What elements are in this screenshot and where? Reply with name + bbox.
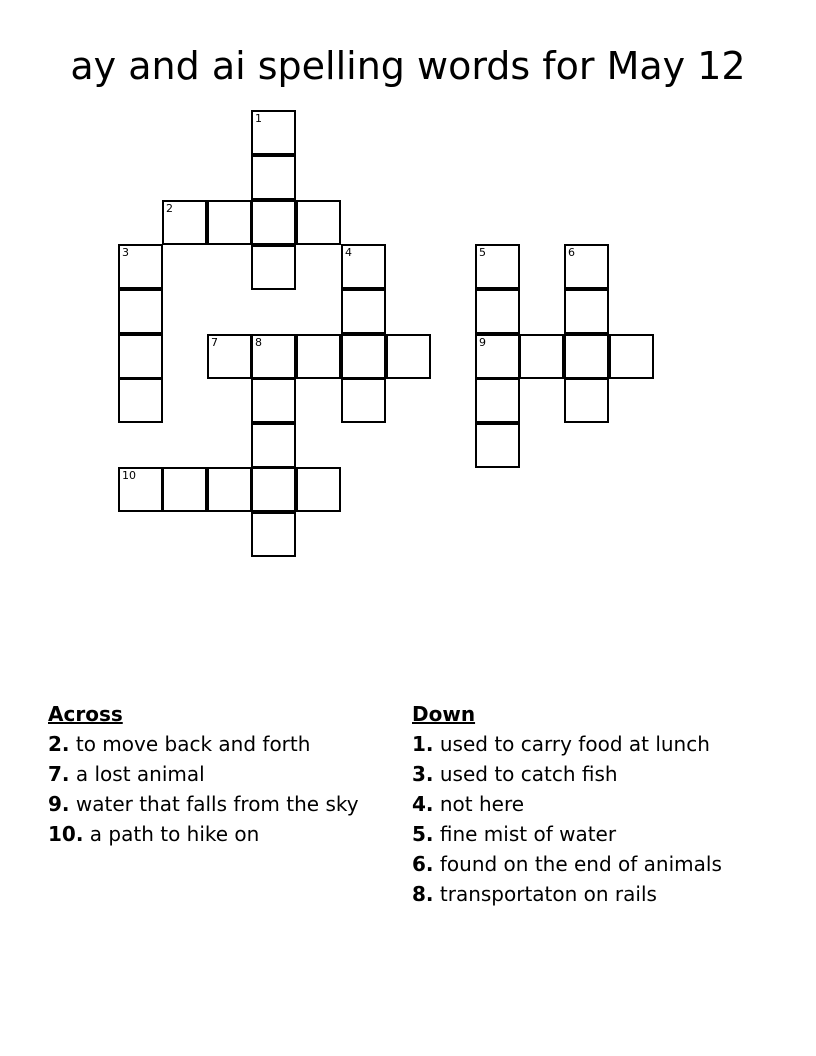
crossword-cell[interactable] bbox=[207, 467, 252, 512]
clue-item bbox=[412, 762, 757, 786]
crossword-cell[interactable] bbox=[519, 334, 564, 379]
crossword-cell[interactable] bbox=[118, 334, 163, 379]
clue-item-text: used to catch fish bbox=[439, 762, 618, 786]
crossword-cell[interactable] bbox=[251, 110, 296, 155]
crossword-cell[interactable] bbox=[609, 334, 654, 379]
clue-item-text: to move back and forth bbox=[75, 732, 311, 756]
crossword-cell[interactable] bbox=[162, 467, 207, 512]
crossword-cell[interactable] bbox=[296, 200, 341, 245]
crossword-cell[interactable] bbox=[118, 467, 163, 512]
crossword-cell[interactable] bbox=[341, 289, 386, 334]
crossword-cell[interactable] bbox=[386, 334, 431, 379]
crossword-cell[interactable] bbox=[341, 244, 386, 289]
clue-item-text: not here bbox=[439, 792, 525, 816]
clue-item bbox=[412, 882, 757, 906]
page-title: ay and ai spelling words for May 12 bbox=[70, 44, 746, 88]
crossword-cell[interactable] bbox=[251, 467, 296, 512]
clue-number: 5 bbox=[479, 246, 486, 259]
clue-item-number: 6. bbox=[412, 852, 434, 876]
clue-item-number: 2. bbox=[48, 732, 70, 756]
crossword-cell[interactable] bbox=[251, 423, 296, 468]
clue-number: 7 bbox=[211, 336, 218, 349]
clue-item bbox=[48, 792, 368, 816]
clue-item-number: 4. bbox=[412, 792, 434, 816]
crossword-cell[interactable] bbox=[251, 200, 296, 245]
clue-number: 9 bbox=[479, 336, 486, 349]
crossword-cell[interactable] bbox=[162, 200, 207, 245]
clue-number: 8 bbox=[255, 336, 262, 349]
clue-number: 3 bbox=[122, 246, 129, 259]
clue-number: 6 bbox=[568, 246, 575, 259]
across-heading: Across bbox=[48, 702, 123, 726]
crossword-cell[interactable] bbox=[564, 378, 609, 423]
clue-number: 2 bbox=[166, 202, 173, 215]
crossword-cell[interactable] bbox=[564, 334, 609, 379]
clue-item-number: 8. bbox=[412, 882, 434, 906]
crossword-cell[interactable] bbox=[251, 334, 296, 379]
down-clues bbox=[412, 702, 757, 912]
crossword-cell[interactable] bbox=[475, 423, 520, 468]
crossword-cell[interactable] bbox=[475, 244, 520, 289]
crossword-cell[interactable] bbox=[251, 245, 296, 290]
clue-item-number: 7. bbox=[48, 762, 70, 786]
clue-item-number: 9. bbox=[48, 792, 70, 816]
clue-item bbox=[412, 852, 757, 876]
clue-item-text: water that falls from the sky bbox=[75, 792, 359, 816]
clue-item-text: transportaton on rails bbox=[439, 882, 657, 906]
crossword-cell[interactable] bbox=[251, 155, 296, 200]
crossword-cell[interactable] bbox=[564, 244, 609, 289]
clue-item bbox=[412, 822, 757, 846]
clue-item bbox=[48, 822, 368, 846]
crossword-cell[interactable] bbox=[564, 289, 609, 334]
clue-item-text: a path to hike on bbox=[89, 822, 260, 846]
crossword-cell[interactable] bbox=[475, 378, 520, 423]
crossword-cell[interactable] bbox=[118, 378, 163, 423]
clue-item-text: a lost animal bbox=[75, 762, 205, 786]
clue-number: 4 bbox=[345, 246, 352, 259]
crossword-cell[interactable] bbox=[475, 289, 520, 334]
crossword-cell[interactable] bbox=[118, 289, 163, 334]
clue-item-number: 1. bbox=[412, 732, 434, 756]
crossword-cell[interactable] bbox=[475, 334, 520, 379]
clue-item-text: fine mist of water bbox=[439, 822, 617, 846]
clue-item-number: 10. bbox=[48, 822, 84, 846]
clue-number: 1 bbox=[255, 112, 262, 125]
crossword-cell[interactable] bbox=[296, 334, 341, 379]
crossword-cell[interactable] bbox=[341, 334, 386, 379]
clue-item bbox=[48, 732, 368, 756]
clue-item bbox=[412, 732, 757, 756]
clue-number: 10 bbox=[122, 469, 136, 482]
clue-item-number: 5. bbox=[412, 822, 434, 846]
down-heading: Down bbox=[412, 702, 476, 726]
across-clues bbox=[48, 702, 368, 852]
crossword-cell[interactable] bbox=[251, 512, 296, 557]
clue-item bbox=[412, 792, 757, 816]
clue-item-text: found on the end of animals bbox=[439, 852, 722, 876]
clue-item-number: 3. bbox=[412, 762, 434, 786]
clue-item bbox=[48, 762, 368, 786]
crossword-cell[interactable] bbox=[207, 200, 252, 245]
clue-item-text: used to carry food at lunch bbox=[439, 732, 710, 756]
crossword-cell[interactable] bbox=[251, 378, 296, 423]
crossword-cell[interactable] bbox=[118, 244, 163, 289]
crossword-cell[interactable] bbox=[341, 378, 386, 423]
crossword-cell[interactable] bbox=[207, 334, 252, 379]
crossword-cell[interactable] bbox=[296, 467, 341, 512]
